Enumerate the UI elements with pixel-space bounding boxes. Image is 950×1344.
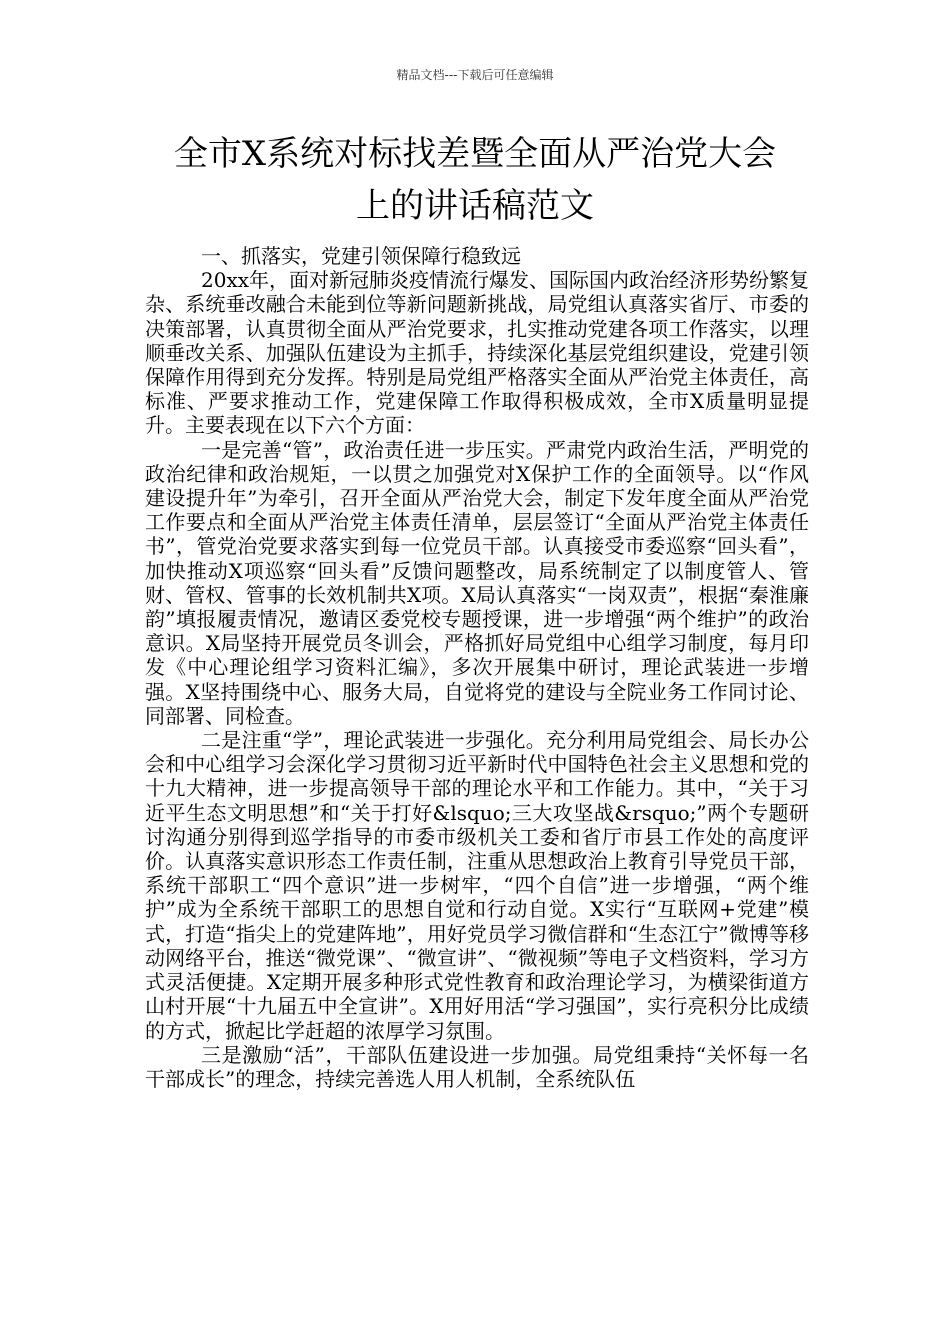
body-paragraph: 二是注重“学”，理论武装进一步强化。充分利用局党组会、局长办公会和中心组学习会深化学习贯彻习近平新时代中国特色社会主义思想和党的十九大精神，进一步提高领导干部的理论水平和工作能力。其中，“关于习近平生态文明思想”和“关于打好&lsquo;三大攻坚战&rsquo;”两个专题研讨沟通分别得到巡学指导的市委市级机关工委和省厅市县工作处的高度评价。认真落实意识形态工作责任制，注重从思想政治上教育引导党员干部，系统干部职工“四个意识”进一步树牢，“四个自信”进一步增强，“两个维护”成为全系统干部职工的思想自觉和行动自觉。X实行“互联网+党建”模式，打造“指尖上的党建阵地”，用好党员学习微信群和“生态江宁”微博等移动网络平台，推送“微党课”、“微宣讲”、“微视频”等电子文档资料，学习方式灵活便捷。X定期开展多种形式党性教育和政治理论学习，为横梁街道方山村开展“十九届五中全宣讲”。X用好用活“学习强国”，实行亮积分比成绩的方式，掀起比学赶超的浓厚学习氛围。 (145, 728, 809, 1043)
body-paragraph: 一是完善“管”，政治责任进一步压实。严肃党内政治生活，严明党的政治纪律和政治规矩，一以贯之加强党对X保护工作的全面领导。以“作风建设提升年”为牵引，召开全面从严治党大会，制定下发年度全面从严治党工作要点和全面从严治党主体责任清单，层层签订“全面从严治党主体责任书”，管党治党要求落实到每一位党员干部。认真接受市委巡察“回头看”，加快推动X项巡察“回头看”反馈问题整改，局系统制定了以制度管人、管财、管权、管事的长效机制共X项。X局认真落实“一岗双责”，根据“秦淮廉韵”填报履责情况，邀请区委党校专题授课，进一步增强“两个维护”的政治意识。X局坚持开展党员冬训会，严格抓好局党组中心组学习制度，每月印发《中心理论组学习资料汇编》，多次开展集中研讨，理论武装进一步增强。X坚持围绕中心、服务大局，自觉将党的建设与全院业务工作同讨论、同部署、同检查。 (145, 437, 809, 728)
section-heading: 一、抓落实，党建引领保障行稳致远 (201, 244, 521, 268)
title-line-2: 上的讲话稿范文 (356, 186, 594, 226)
document-title (100, 128, 850, 232)
title-line-1: 全市X系统对标找差暨全面从严治党大会 (173, 134, 777, 174)
document-body (145, 244, 809, 1091)
body-paragraph: 三是激励“活”，干部队伍建设进一步加强。局党组秉持“关怀每一名干部成长”的理念，持续完善选人用人机制，全系统队伍 (145, 1042, 809, 1091)
page-header-note: 精品文档---下载后可任意编辑 (396, 68, 554, 82)
body-paragraph: 20xx年，面对新冠肺炎疫情流行爆发、国际国内政治经济形势纷繁复杂、系统垂改融合未能到位等新问题新挑战，局党组认真落实省厅、市委的决策部署，认真贯彻全面从严治党要求，扎实推动党建各项工作落实，以理顺垂改关系、加强队伍建设为主抓手，持续深化基层党组织建设，党建引领保障作用得到充分发挥。特别是局党组严格落实全面从严治党主体责任，高标准、严要求推动工作，党建保障工作取得积极成效，全市X质量明显提升。主要表现在以下六个方面： (145, 268, 810, 438)
